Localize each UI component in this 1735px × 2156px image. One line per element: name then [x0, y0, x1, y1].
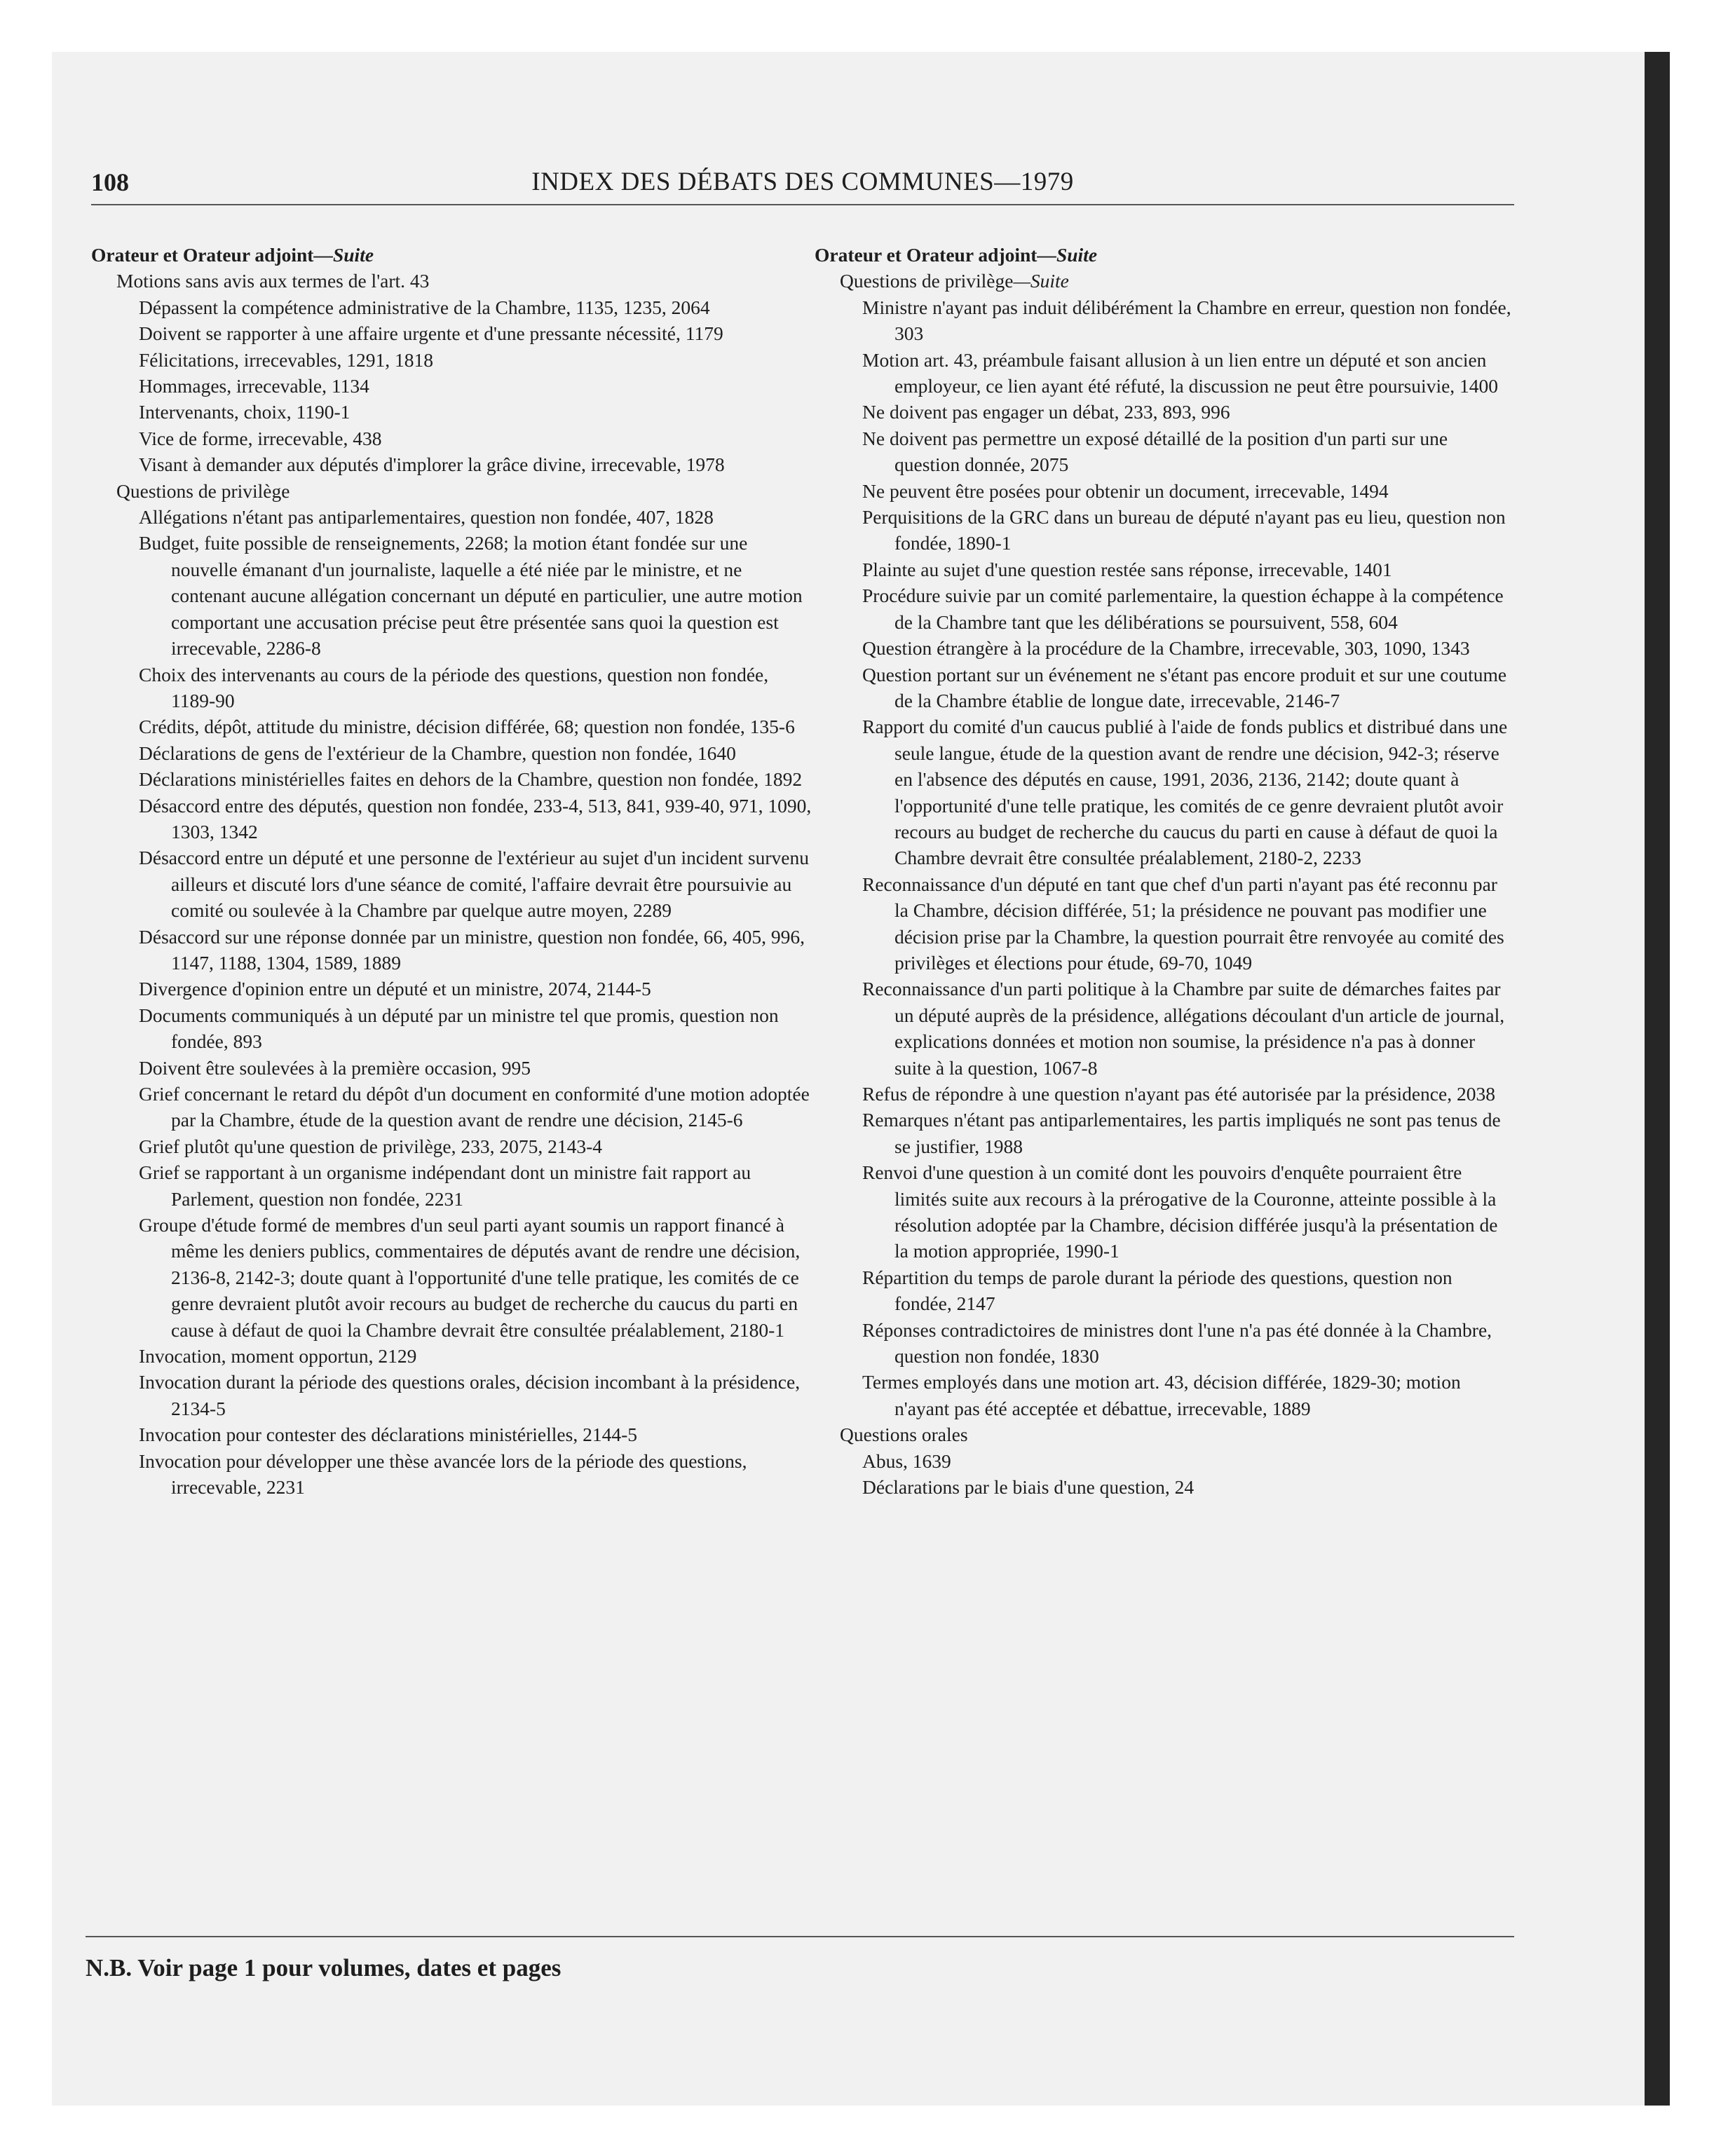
index-entry — [91, 1055, 813, 1081]
index-entry — [91, 766, 813, 792]
index-entry — [815, 871, 1514, 976]
entry-text: Abus, 1639 — [862, 1449, 951, 1472]
entry-text: Motion art. 43, préambule faisant allusion à un lien entre un député et son ancien employeur, ce lien ayant été réfuté, la discussion ne peut être poursuivie, 1400 — [862, 348, 1499, 397]
entry-text: Réponses contradictoires de ministres dont l'une n'a pas été donnée à la Chambre, question non fondée, 1830 — [862, 1318, 1492, 1367]
index-entry — [91, 1212, 813, 1343]
index-entry — [815, 399, 1514, 425]
footer-rule — [86, 1936, 1514, 1937]
index-entry — [815, 1317, 1514, 1370]
index-entry — [815, 504, 1514, 557]
footer-note: N.B. Voir page 1 pour volumes, dates et pages — [86, 1954, 562, 1981]
index-column-right — [815, 242, 1514, 1501]
entry-text: Doivent être soulevées à la première occasion, 995 — [139, 1056, 531, 1079]
running-title: INDEX DES DÉBATS DES COMMUNES—1979 — [531, 168, 1074, 196]
entry-text: Vice de forme, irrecevable, 438 — [139, 427, 382, 449]
entry-text: Répartition du temps de parole durant la période des questions, question non fondée, 2147 — [862, 1266, 1452, 1315]
index-entry — [815, 714, 1514, 871]
entry-text: Ne doivent pas permettre un exposé détaillé de la position d'un parti sur une question donnée, 2075 — [862, 427, 1448, 476]
entry-text: Orateur et Orateur adjoint — [815, 244, 1037, 266]
index-entry — [91, 504, 813, 530]
entry-text: Budget, fuite possible de renseignements, 2268; la motion étant fondée sur une nouvelle émanant d'un journaliste, laquelle a été niée par le ministre, et ne contenant aucune allégation concernant un député en particulier, une autre motion comportant une accusation précise peut être présentée sans quoi la question est irrecevable, 2286-8 — [139, 532, 803, 660]
index-heading — [91, 242, 813, 268]
index-entry — [815, 425, 1514, 478]
index-entry — [91, 1002, 813, 1055]
index-subheading — [815, 268, 1514, 294]
entry-text: Ne doivent pas engager un débat, 233, 893, 996 — [862, 401, 1230, 423]
index-entry — [91, 1343, 813, 1369]
entry-text: Questions de privilège — [840, 270, 1014, 292]
entry-text: Reconnaissance d'un parti politique à la Chambre par suite de démarches faites par un député auprès de la présidence, allégations découlant d'un article de journal, explications données et motion non soumise, la présidence n'a pas à donner suite à la question, 1067-8 — [862, 978, 1505, 1079]
entry-text: Groupe d'étude formé de membres d'un seul parti ayant soumis un rapport financé à même les deniers publics, commentaires de députés avant de rendre une décision, 2136-8, 2142-3; doute quant à l'opportunité d'une telle pratique, les comités de ce genre devraient plutôt avoir recours au budget de recherche du caucus du parti en cause à défaut de quoi la Chambre devrait être consultée préalablement, 2180-1 — [139, 1214, 801, 1341]
index-heading — [815, 242, 1514, 268]
continued-label: —Suite — [313, 244, 374, 266]
index-entry — [91, 1133, 813, 1159]
entry-text: Déclarations de gens de l'extérieur de la Chambre, question non fondée, 1640 — [139, 742, 736, 764]
index-entry — [91, 347, 813, 373]
index-entry — [91, 845, 813, 923]
entry-text: Choix des intervenants au cours de la période des questions, question non fondée, 1189-90 — [139, 663, 769, 711]
entry-text: Intervenants, choix, 1190-1 — [139, 401, 351, 423]
index-entry — [91, 1448, 813, 1501]
index-column-left — [91, 242, 813, 1501]
entry-text: Questions orales — [840, 1424, 968, 1446]
entry-text: Invocation durant la période des questions orales, décision incombant à la présidence, 2134-5 — [139, 1371, 801, 1419]
entry-text: Question étrangère à la procédure de la Chambre, irrecevable, 303, 1090, 1343 — [862, 637, 1470, 660]
index-entry — [815, 557, 1514, 582]
index-entry — [815, 582, 1514, 635]
entry-text: Félicitations, irrecevables, 1291, 1818 — [139, 348, 434, 371]
index-entry — [815, 478, 1514, 504]
index-entry — [815, 294, 1514, 347]
index-entry — [815, 347, 1514, 400]
entry-text: Désaccord sur une réponse donnée par un ministre, question non fondée, 66, 405, 996, 1147, 1188, 1304, 1589, 1889 — [139, 925, 805, 974]
entry-text: Documents communiqués à un député par un ministre tel que promis, question non fondée, 893 — [139, 1004, 779, 1053]
entry-text: Questions de privilège — [116, 479, 290, 502]
scan-edge-bar — [1645, 52, 1670, 2106]
index-entry — [91, 320, 813, 346]
entry-text: Reconnaissance d'un député en tant que chef d'un parti n'ayant pas été reconnu par la Chambre, décision différée, 51; la présidence ne pouvant pas modifier une décision prise par la Chambre, la question pourrait être renvoyée au comité des privilèges et élections pour étude, 69-70, 1049 — [862, 873, 1504, 974]
index-entry — [91, 1081, 813, 1133]
entry-text: Grief se rapportant à un organisme indépendant dont un ministre fait rapport au Parlement, question non fondée, 2231 — [139, 1161, 751, 1210]
index-entry — [91, 1159, 813, 1212]
entry-text: Perquisitions de la GRC dans un bureau de député n'ayant pas eu lieu, question non fondée, 1890-1 — [862, 506, 1506, 554]
index-entry — [815, 1107, 1514, 1159]
index-entry — [91, 425, 813, 451]
index-entry — [815, 1081, 1514, 1107]
entry-text: Invocation, moment opportun, 2129 — [139, 1345, 417, 1367]
index-entry — [91, 451, 813, 477]
index-entry — [91, 662, 813, 714]
index-entry — [91, 1421, 813, 1447]
entry-text: Motions sans avis aux termes de l'art. 43 — [116, 270, 430, 292]
entry-text: Invocation pour contester des déclarations ministérielles, 2144-5 — [139, 1424, 637, 1446]
index-entry — [815, 1369, 1514, 1421]
index-subheading — [91, 268, 813, 294]
entry-text: Désaccord entre des députés, question non fondée, 233-4, 513, 841, 939-40, 971, 1090, 1303, 1342 — [139, 794, 812, 842]
entry-text: Remarques n'étant pas antiparlementaires, les partis impliqués ne sont pas tenus de se justifier, 1988 — [862, 1109, 1501, 1157]
entry-text: Désaccord entre un député et une personne de l'extérieur au sujet d'un incident survenu ailleurs et discuté lors d'une séance de comité, l'affaire devrait être poursuivie au comité ou soulevée à la Chambre par quelque autre moyen, 2289 — [139, 847, 810, 922]
index-entry — [91, 976, 813, 1002]
index-entry — [91, 793, 813, 845]
entry-text: Rapport du comité d'un caucus publié à l'aide de fonds publics et distribué dans une seule langue, étude de la question avant de rendre une décision, 942-3; réserve en l'absence des députés en cause, 1991, 2036, 2136, 2142; doute quant à l'opportunité d'une telle pratique, les comités de ce genre devraient plutôt avoir recours au budget de recherche du caucus du parti en cause à défaut de quoi la Chambre devrait être consultée préalablement, 2180-2, 2233 — [862, 716, 1508, 869]
entry-text: Visant à demander aux députés d'implorer la grâce divine, irrecevable, 1978 — [139, 453, 725, 476]
entry-text: Question portant sur un événement ne s'étant pas encore produit et sur une coutume de la Chambre établie de longue date, irrecevable, 2146-7 — [862, 663, 1507, 711]
entry-text: Déclarations par le biais d'une question, 24 — [862, 1476, 1195, 1499]
entry-text: Plainte au sujet d'une question restée sans réponse, irrecevable, 1401 — [862, 558, 1392, 580]
index-entry — [815, 1474, 1514, 1500]
entry-text: Déclarations ministérielles faites en dehors de la Chambre, question non fondée, 1892 — [139, 768, 803, 791]
entry-text: Orateur et Orateur adjoint — [91, 244, 314, 266]
index-entry — [91, 740, 813, 766]
entry-text: Crédits, dépôt, attitude du ministre, décision différée, 68; question non fondée, 135-6 — [139, 716, 795, 738]
entry-text: Invocation pour développer une thèse avancée lors de la période des questions, irrecevable, 2231 — [139, 1449, 747, 1499]
entry-text: Dépassent la compétence administrative de la Chambre, 1135, 1235, 2064 — [139, 296, 710, 318]
entry-text: Divergence d'opinion entre un député et un ministre, 2074, 2144-5 — [139, 978, 651, 1000]
header-rule — [91, 204, 1514, 205]
entry-text: Termes employés dans une motion art. 43, décision différée, 1829-30; motion n'ayant pas été acceptée et débattue, irrecevable, 1889 — [862, 1371, 1461, 1419]
entry-text: Grief plutôt qu'une question de privilège, 233, 2075, 2143-4 — [139, 1135, 603, 1157]
continued-label: —Suite — [1013, 270, 1069, 292]
index-entry — [91, 1369, 813, 1421]
entry-text: Hommages, irrecevable, 1134 — [139, 375, 369, 397]
index-entry — [91, 294, 813, 320]
index-entry — [91, 399, 813, 425]
index-entry — [815, 1159, 1514, 1264]
index-entry — [815, 662, 1514, 714]
entry-text: Procédure suivie par un comité parlementaire, la question échappe à la compétence de la Chambre tant que les délibérations se poursuivent, 558, 604 — [862, 585, 1504, 633]
index-entry — [815, 1264, 1514, 1317]
index-subheading — [815, 1421, 1514, 1447]
index-entry — [91, 373, 813, 399]
entry-text: Grief concernant le retard du dépôt d'un document en conformité d'une motion adoptée par la Chambre, étude de la question avant de rendre une décision, 2145-6 — [139, 1083, 810, 1131]
index-entry — [815, 1448, 1514, 1474]
index-entry — [91, 714, 813, 739]
entry-text: Allégations n'étant pas antiparlementaires, question non fondée, 407, 1828 — [139, 506, 714, 528]
continued-label: —Suite — [1037, 244, 1098, 266]
entry-text: Renvoi d'une question à un comité dont les pouvoirs d'enquête pourraient être limités suite aux recours à la prérogative de la Couronne, atteinte possible à la résolution adoptée par la Chambre, décision différée jusqu'à la présentation de la motion appropriée, 1990-1 — [862, 1161, 1498, 1262]
index-entry — [91, 530, 813, 661]
entry-text: Doivent se rapporter à une affaire urgente et d'une pressante nécessité, 1179 — [139, 322, 723, 345]
entry-text: Ne peuvent être posées pour obtenir un document, irrecevable, 1494 — [862, 479, 1389, 502]
page-number: 108 — [91, 168, 129, 196]
index-entry — [91, 924, 813, 976]
index-entry — [815, 635, 1514, 661]
entry-text: Refus de répondre à une question n'ayant pas été autorisée par la présidence, 2038 — [862, 1083, 1495, 1105]
index-entry — [815, 976, 1514, 1081]
index-subheading — [91, 478, 813, 504]
entry-text: Ministre n'ayant pas induit délibérément la Chambre en erreur, question non fondée, 303 — [862, 296, 1511, 345]
